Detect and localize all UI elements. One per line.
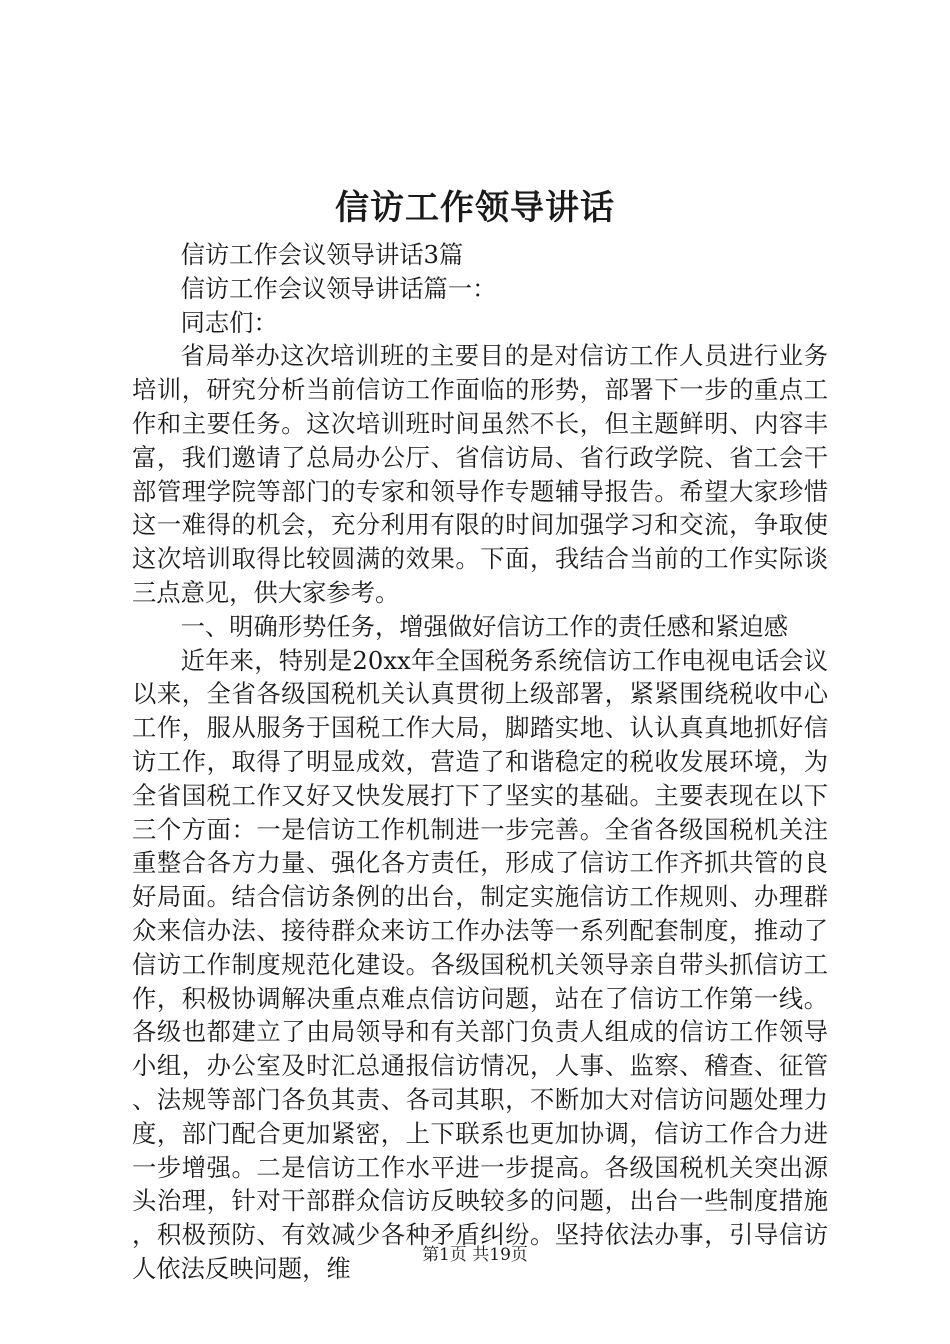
page-footer: 第1页 共19页: [422, 1245, 528, 1265]
heading-paragraph: 一、明确形势任务，增强做好信访工作的责任感和紧迫感: [180, 611, 789, 641]
body-paragraph: 省局举办这次培训班的主要目的是对信访工作人员进行业务培训，研究分析当前信访工作面临的形势，部署下一步的重点工作和主要任务。这次培训班时间虽然不长，但主题鲜明、内容丰富，我们邀请了总局办公厅、省信访局、省行政学院、省工会干部管理学院等部门的专家和领导作专题辅导报告。希望大家珍惜这一难得的机会，充分利用有限的时间加强学习和交流，争取使这次培训取得比较圆满的效果。下面，我结合当前的工作实际谈三点意见，供大家参考。: [132, 341, 828, 607]
body-paragraph: 近年来，特别是20xx年全国税务系统信访工作电视电话会议以来，全省各级国税机关认真贯彻上级部署，紧紧围绕税收中心工作，服从服务于国税工作大局，脚踏实地、认认真真地抓好信访工作，取得了明显成效，营造了和谐稳定的税收发展环境，为全省国税工作又好又快发展打下了坚实的基础。主要表现在以下三个方面：一是信访工作机制进一步完善。全省各级国税机关注重整合各方力量、强化各方责任，形成了信访工作齐抓共管的良好局面。结合信访条例的出台，制定实施信访工作规则、办理群众来信办法、接待群众来访工作办法等一系列配套制度，推动了信访工作制度规范化建设。各级国税机关领导亲自带头抓信访工作，积极协调解决重点难点信访问题，站在了信访工作第一线。各级也都建立了由局领导和有关部门负责人组成的信访工作领导小组，办公室及时汇总通报信访情况，人事、监察、稽查、征管、法规等部门各负其责、各司其职，不断加大对信访问题处理力度，部门配合更加紧密，上下联系也更加协调，信访工作合力进一步增强。二是信访工作水平进一步提高。各级国税机关突出源头治理，针对干部群众信访反映较多的问题，出台一些制度措施，积极预防、有效减少各种矛盾纠纷。坚持依法办事，引导信访人依法反映问题，维: [132, 645, 828, 1283]
salutation-paragraph: 同志们：: [180, 307, 278, 337]
subtitle-paragraph: 信访工作会议领导讲话3篇: [180, 240, 464, 269]
document-title: 信访工作领导讲话: [335, 188, 615, 228]
section-heading-paragraph: 信访工作会议领导讲话篇一：: [180, 273, 497, 303]
document-body: [132, 238, 828, 1286]
